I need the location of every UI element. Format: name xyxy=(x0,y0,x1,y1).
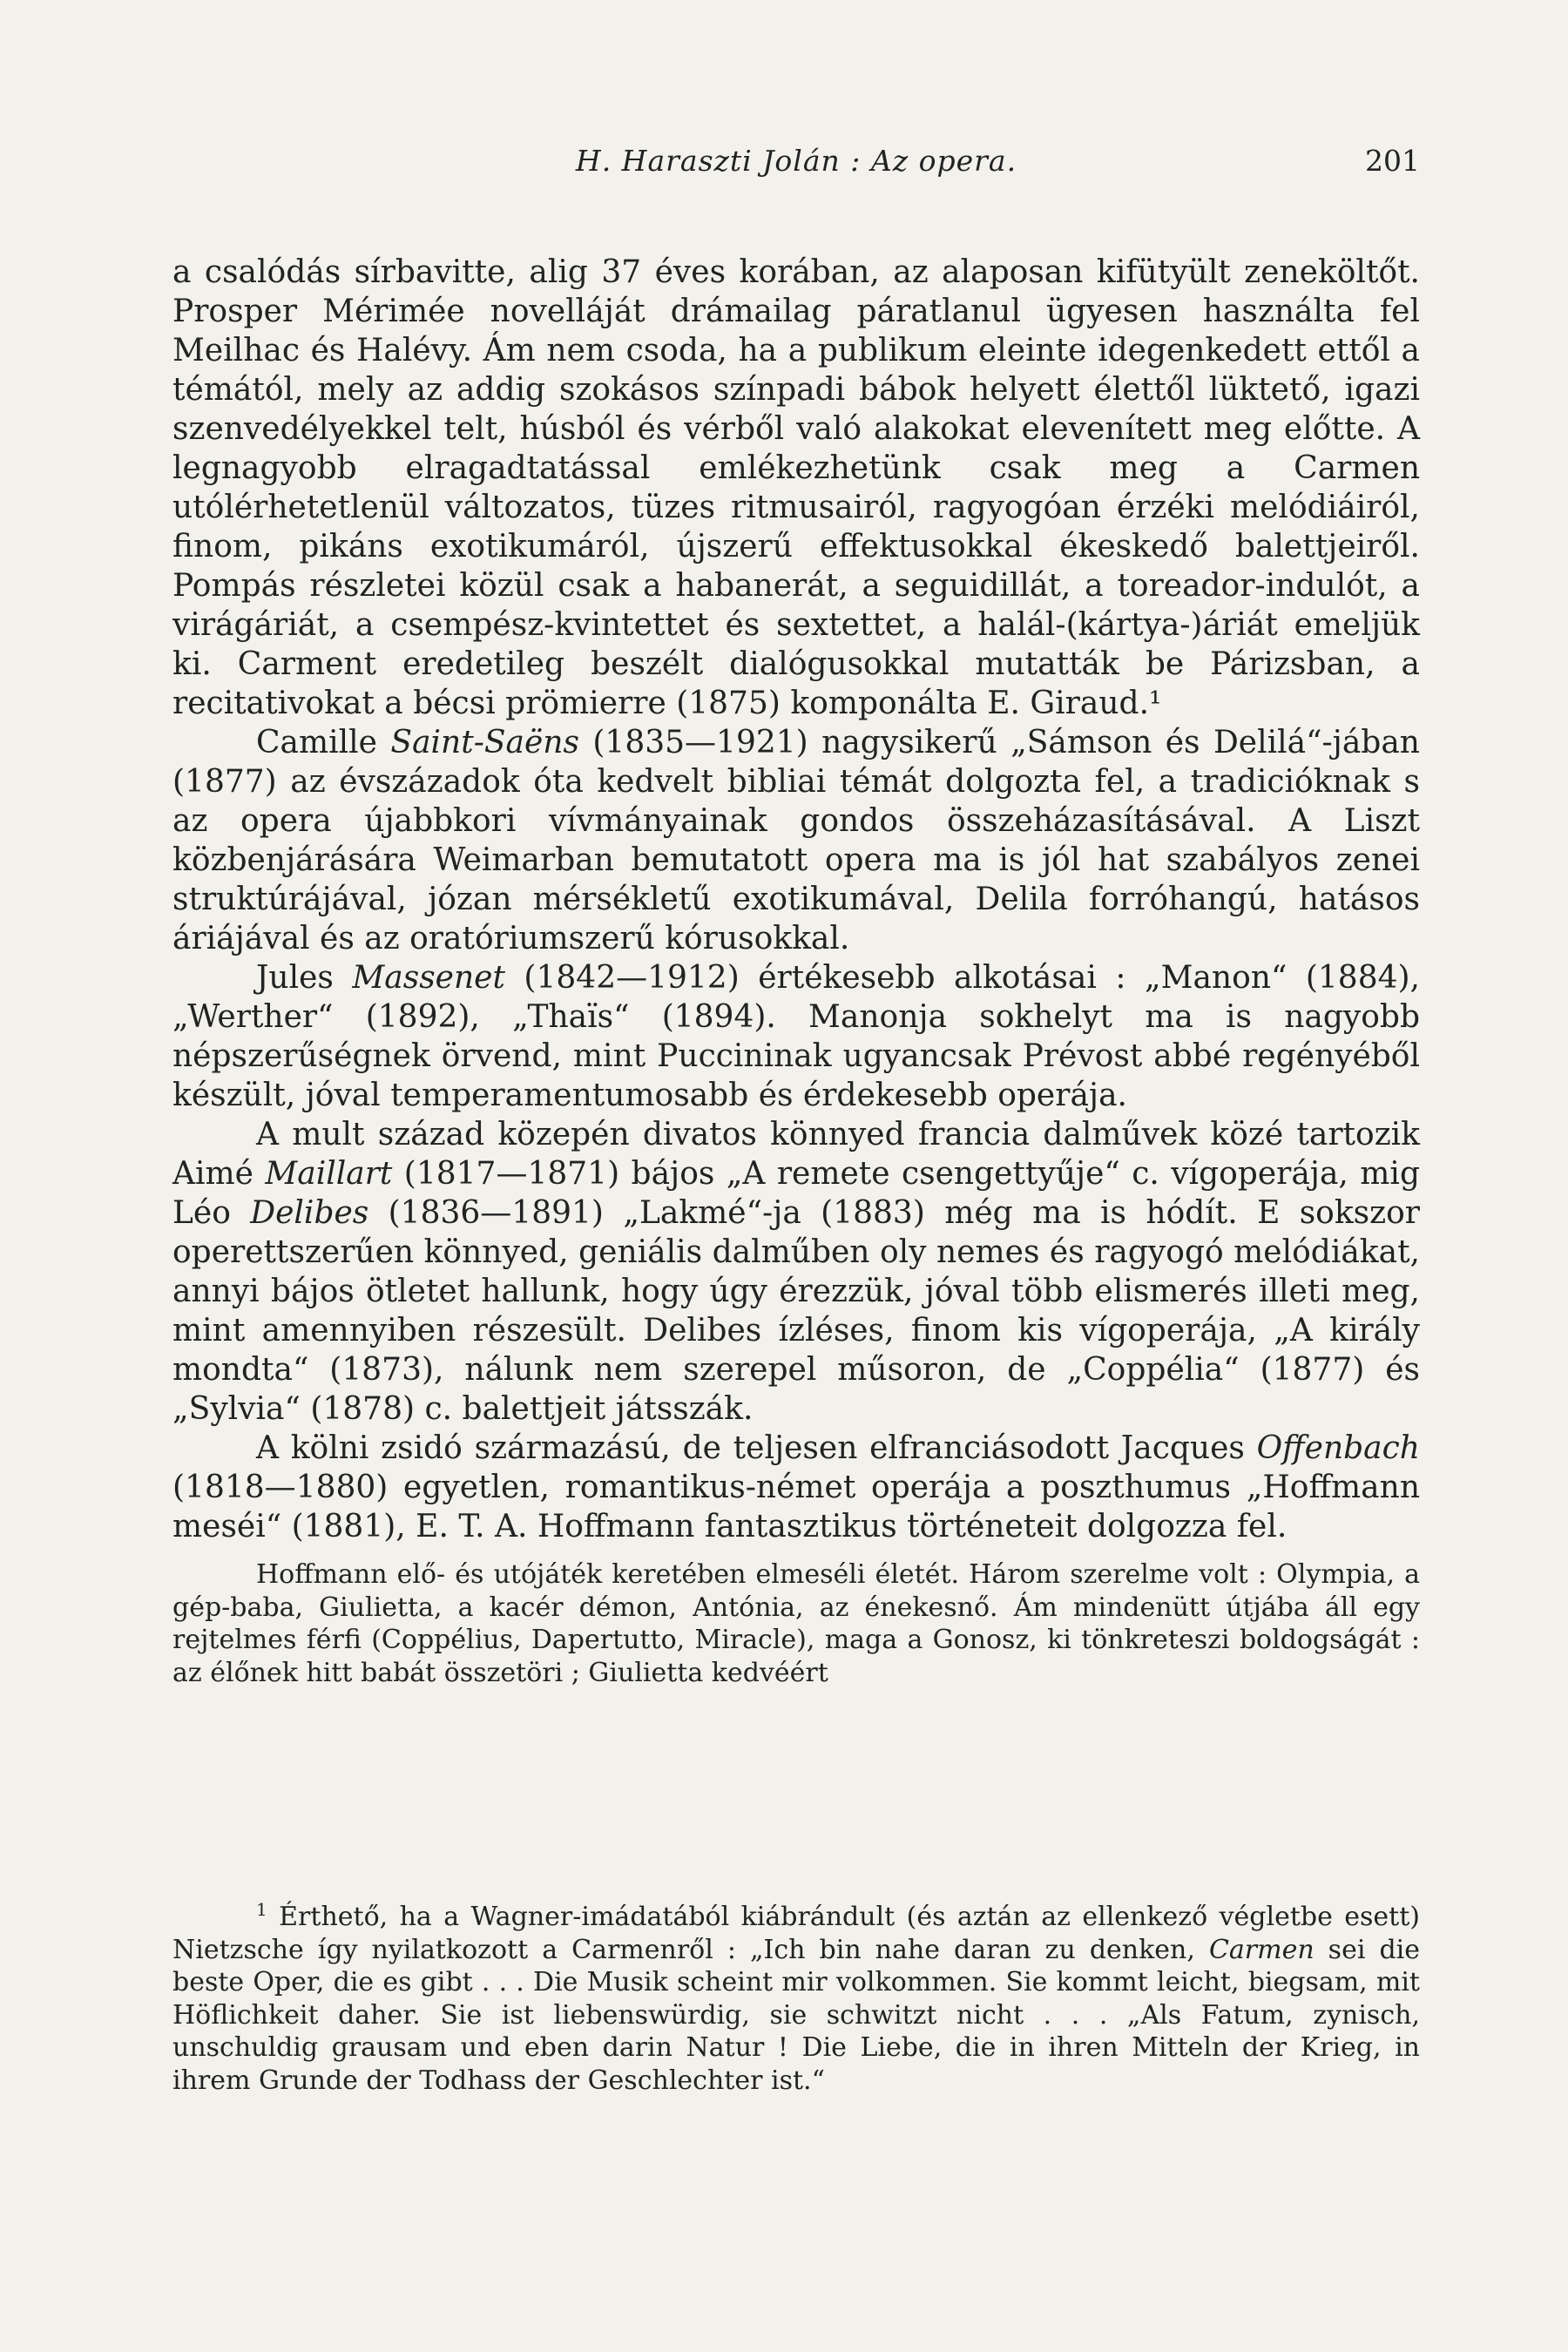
text-span: (1818—1880) egyetlen, romantikus-német operája a poszthumus „Hoffmann meséi“ (1881), E. T. A. Hoffmann fantasztikus történeteit dolgozza fel. xyxy=(172,1470,1420,1544)
text-span: (1836—1891) „Lakmé“-ja (1883) még ma is hódít. E sokszor operettszerűen könnyed, geniális dalműben oly nemes és ragyogó melódiákat, annyi bájos ötletet hallunk, hogy úgy érezzük, jóval több elismerés illeti meg, mint amennyiben részesült. Delibes ízléses, finom kis vígoperája, „A király mondta“ (1873), nálunk nem szerepel műsoron, de „Coppélia“ (1877) és „Sylvia“ (1878) c. balettjeit játsszák. xyxy=(172,1195,1420,1427)
text-span: Jules xyxy=(256,960,353,996)
text-span: A kölni zsidó származású, de teljesen elfranciásodott Jacques xyxy=(256,1430,1257,1466)
footnote-text: Érthető, ha a Wagner-imádatából kiábrándult (és aztán az ellenkező végletbe esett) Nietzsche így nyilatkozott a Carmenről : „Ich bin nahe daran zu denken, xyxy=(172,1902,1420,1965)
paragraph-offenbach xyxy=(172,1429,1420,1546)
footnote-text: sei die beste Oper, die es gibt . . . Die Musik scheint mir volkommen. Sie kommt leicht, biegsam, mit Höflichkeit daher. Sie ist liebenswürdig, sie schwitzt nicht . . . „Als Fatum, zynisch, unschuldig grausam und eben darin Natur ! Die Liebe, die in ihren Mitteln der Krieg, in ihrem Grunde der Todhass der Geschlechter ist.“ xyxy=(172,1934,1421,2096)
footnote xyxy=(172,1901,1420,2097)
main-text xyxy=(172,253,1420,1689)
paragraph-carmen: a csalódás sírbavitte, alig 37 éves korában, az alaposan kifütyült zeneköltőt. Prosper Mérimée novelláját drámailag páratlanul ügyesen használta fel Meilhac és Halévy. Ám nem csoda, ha a publikum eleinte idegenkedett ettől a témától, mely az addig szokásos színpadi bábok helyett élettől lüktető, igazi szenvedélyekkel telt, húsból és vérből való alakokat elevenített meg előtte. A legnagyobb elragadtatással emlékezhetünk csak meg a Carmen utólérhetetlenül változatos, tüzes ritmusairól, ragyogóan érzéki melódiáiról, finom, pikáns exotikumáról, újszerű effektusokkal ékeskedő balettjeiről. Pompás részletei közül csak a habanerát, a seguidillát, a toreador-indulót, a virágáriát, a csempész-kvintettet és sextettet, a halál-(kártya-)áriát emeljük ki. Carment eredetileg beszélt dialógusokkal mutatták be Párizsban, a recitativokat a bécsi prömierre (1875) komponálta E. Giraud.¹ xyxy=(172,254,1420,721)
composer-name: Massenet xyxy=(352,960,505,996)
footnote-emphasis: Carmen xyxy=(1208,1934,1315,1965)
paragraph-saint-saens xyxy=(172,723,1420,958)
running-title: H. Haraszti Jolán : Az opera. xyxy=(575,144,1017,178)
composer-name: Offenbach xyxy=(1256,1430,1420,1466)
composer-name: Maillart xyxy=(265,1156,393,1192)
footnote-body xyxy=(172,1901,1420,2097)
composer-name: Saint-Saëns xyxy=(390,725,579,760)
text-span: (1842—1912) értékesebb alkotásai : „Manon“ (1884), „Werther“ (1892), „Thaïs“ (1894). Manonja sokhelyt ma is nagyobb népszerűségnek örvend, mint Puccininak ugyancsak Prévost abbé regényéből készült, jóval temperamentumosabb és érdekesebb operája. xyxy=(172,960,1421,1113)
page-number: 201 xyxy=(1365,144,1420,178)
paragraph-massenet xyxy=(172,958,1420,1115)
text-span: (1835—1921) nagysikerű „Sámson és Delilá“-jában (1877) az évszázadok óta kedvelt bibliai témát dolgozta fel, a tradicióknak s az opera újabbkori vívmányainak gondos összeházasításával. A Liszt közbenjárására Weimarban bemutatott opera ma is jól hat szabályos zenei struktúrájával, józan mérsékletű exotikumával, Delila forróhangú, hatásos áriájával és az oratóriumszerű kórusokkal. xyxy=(172,725,1420,956)
running-head xyxy=(172,144,1420,187)
text-span: A mult század közepén divatos könnyed francia dalművek közé tartozik Aimé xyxy=(172,1117,1420,1192)
paragraph-maillart-delibes xyxy=(172,1115,1420,1429)
text-span: (1817—1871) bájos „A remete csengettyűje“ c. vígoperája, mig Léo xyxy=(172,1156,1420,1231)
footnote-mark: 1 xyxy=(256,1899,267,1920)
composer-name: Delibes xyxy=(250,1195,369,1231)
paragraph-hoffmann-synopsis: Hoffmann elő- és utójáték keretében elmeséli életét. Három szerelme volt : Olympia, a gép-baba, Giulietta, a kacér démon, Antónia, az énekesnő. Ám mindenütt útjába áll egy rejtelmes férfi (Coppélius, Dapertutto, Miracle), maga a Gonosz, ki tönkreteszi boldogságát : az élőnek hitt babát összetöri ; Giulietta kedvéért xyxy=(172,1559,1420,1688)
text-span: Camille xyxy=(256,725,391,760)
